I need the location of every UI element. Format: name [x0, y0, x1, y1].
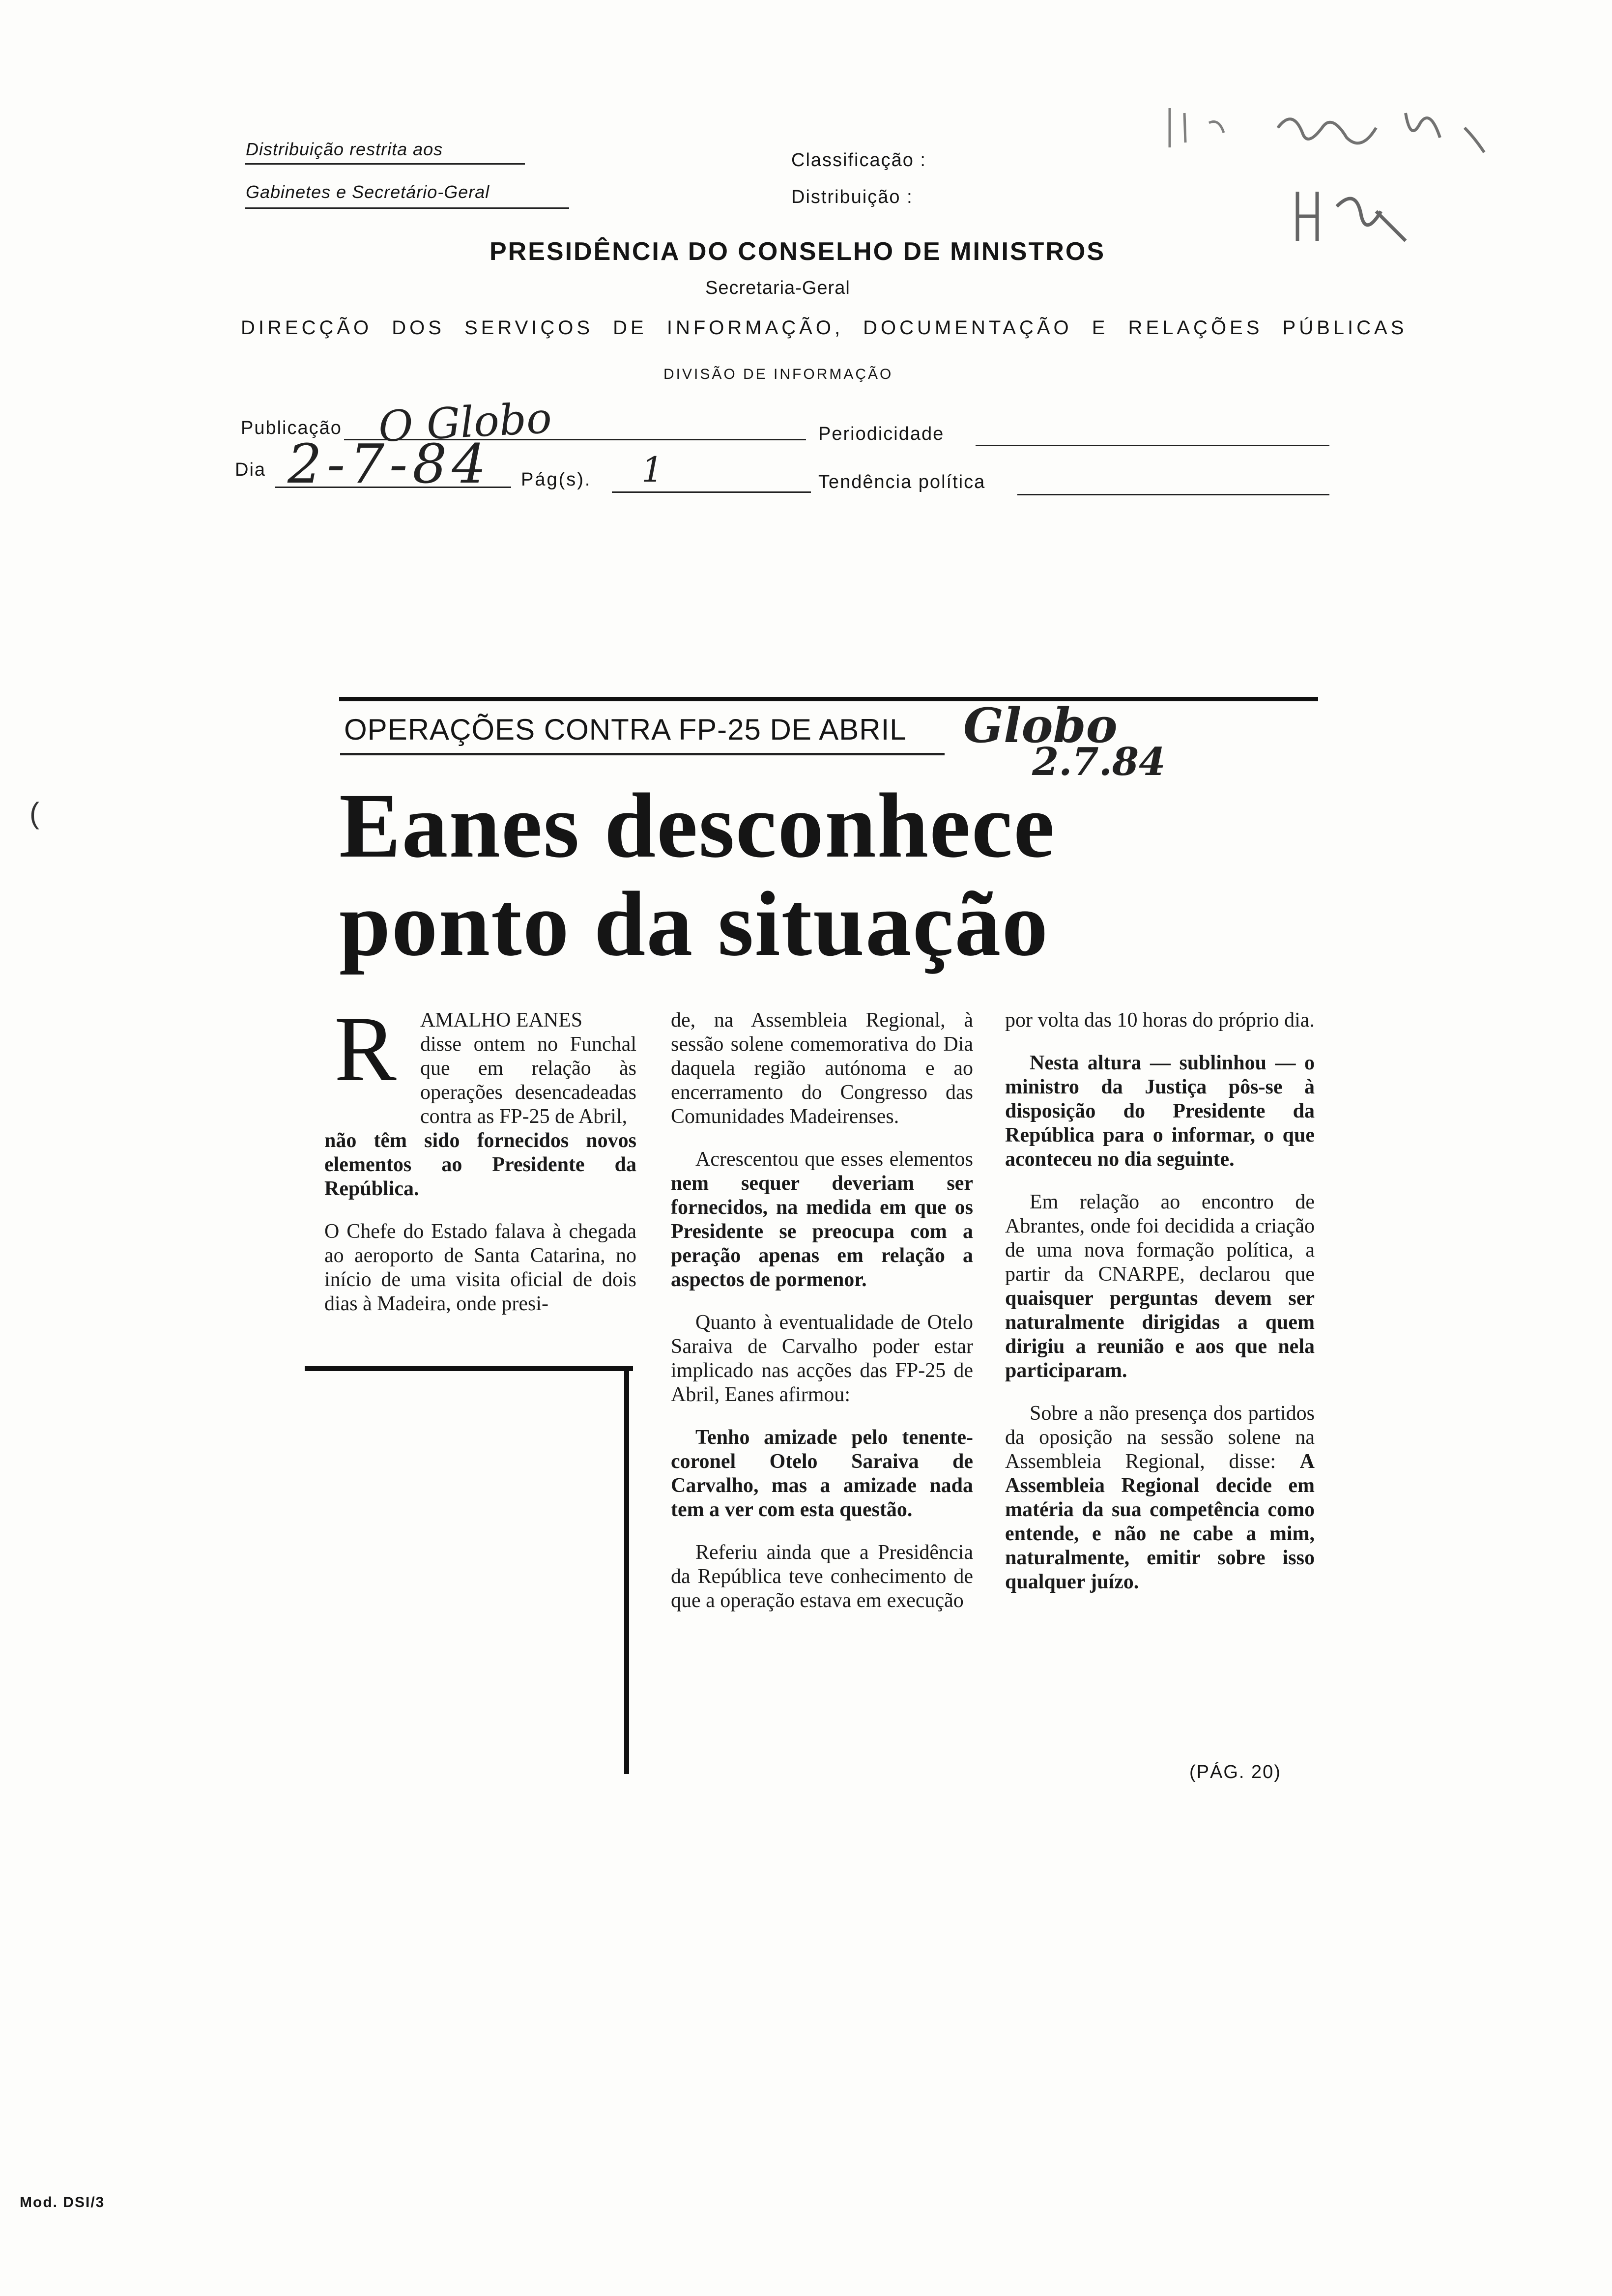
pags-handwritten-value: 1 — [641, 450, 663, 490]
divisao-informacao: DIVISÃO DE INFORMAÇÃO — [663, 366, 893, 382]
direccao-servicos: DIRECÇÃO DOS SERVIÇOS DE INFORMAÇÃO, DOCUMENTAÇÃO E RELAÇÕES PÚBLICAS — [241, 317, 1408, 339]
col3-p4-text: Sobre a não presença dos partidos da oposição na sessão solene na Assembleia Regional, disse: — [1005, 1402, 1315, 1473]
publicacao-handwritten-value: O Globo — [377, 393, 553, 452]
lead-name: AMALHO EANES — [420, 1009, 583, 1032]
secretaria-geral: Secretaria-Geral — [705, 278, 850, 298]
clipping-bottom-rule — [305, 1366, 633, 1371]
col1-p1-bold: não têm sido fornecidos novos elementos ao Presidente da República. — [324, 1129, 636, 1200]
column-3 — [1005, 1008, 1315, 1613]
col2-p2-bold: nem sequer deveriam ser fornecidos, na medida em que os Presidente se preocupa com a peração apenas em relação a aspectos de pormenor. — [671, 1172, 973, 1291]
margin-paren-mark: ( — [29, 797, 39, 830]
drop-cap: R — [334, 998, 397, 1101]
handwritten-source: Globo — [963, 698, 1118, 753]
archive-scribble-icon — [1150, 93, 1504, 251]
col3-p1: por volta das 10 horas do próprio dia. — [1005, 1009, 1315, 1032]
dia-handwritten-value: 2-7-84 — [288, 432, 491, 495]
col2-p3: Quanto à eventualidade de Otelo Saraiva de Carvalho poder estar implicado nas acções das FP-25 de Abril, Eanes afirmou: — [671, 1311, 973, 1406]
col3-p4-bold: A Assembleia Regional decide em matéria da sua competência como entende, e não ne cabe a mim, naturalmente, emitir sobre isso qualquer juízo. — [1005, 1450, 1315, 1593]
pags-label: Pág(s). — [521, 469, 592, 490]
headline-line-2: ponto da situação — [339, 872, 1049, 975]
column-1 — [324, 1008, 636, 1335]
distribution-note-line1: Distribuição restrita aos — [246, 139, 443, 159]
clipping-vertical-rule — [624, 1371, 629, 1774]
col3-p3-text: Em relação ao encontro de Abrantes, onde foi decidida a criação de uma nova formação política, a partir da CNARPE, declarou que — [1005, 1191, 1315, 1286]
form-model-code: Mod. DSI/3 — [20, 2194, 105, 2210]
col1-p2: O Chefe do Estado falava à chegada ao aeroporto de Santa Catarina, no início de uma visita oficial de dois dias à Madeira, onde presi- — [324, 1220, 636, 1315]
page-reference: (PÁG. 20) — [1189, 1762, 1281, 1782]
archive-handwriting — [1150, 93, 1504, 260]
periodicidade-label: Periodicidade — [818, 424, 945, 444]
col2-p1: de, na Assembleia Regional, à sessão solene comemorativa do Dia daquela região autónoma e ao encerramento do Congresso das Comunidades Madeirenses. — [671, 1009, 973, 1128]
publicacao-label: Publicação — [241, 418, 342, 438]
clipping-top-rule — [339, 697, 1318, 701]
distribuicao-label: Distribuição : — [791, 187, 913, 207]
distribution-note-line2: Gabinetes e Secretário-Geral — [246, 182, 490, 202]
periodicidade-line — [976, 445, 1329, 446]
col1-p1-text: disse ontem no Funchal que em relação às operações desencadeadas contra as FP-25 de Abril, — [420, 1033, 636, 1128]
col2-p4-bold: Tenho amizade pelo tenente-coronel Otelo Saraiva de Carvalho, mas a amizade nada tem a ver com esta questão. — [671, 1426, 973, 1521]
classificacao-label: Classificação : — [791, 150, 926, 171]
col2-p5: Referiu ainda que a Presidência da República teve conhecimento de que a operação estava em execução — [671, 1541, 973, 1612]
tendencia-line — [1017, 494, 1329, 495]
organization-title: PRESIDÊNCIA DO CONSELHO DE MINISTROS — [489, 237, 1106, 266]
col2-p2-text: Acrescentou que esses elementos — [695, 1148, 973, 1171]
kicker-underline — [340, 753, 945, 755]
tendencia-label: Tendência política — [818, 472, 986, 492]
headline-line-1: Eanes desconhece — [339, 774, 1056, 877]
handwritten-date: 2.7.84 — [1032, 740, 1166, 784]
col3-p2-bold: Nesta altura — sublinhou — o ministro da Justiça pôs-se à disposição do Presidente da República para o informar, o que aconteceu no dia seguinte. — [1005, 1052, 1315, 1171]
column-2 — [671, 1008, 973, 1632]
dia-label: Dia — [235, 459, 266, 480]
col3-p3-bold: quaisquer perguntas devem ser naturalmente dirigidas a quem dirigiu a reunião e aos que nela participaram. — [1005, 1287, 1315, 1382]
distribution-underline-2 — [245, 207, 569, 209]
pags-line — [612, 491, 811, 493]
distribution-underline-1 — [245, 163, 525, 165]
article-kicker: OPERAÇÕES CONTRA FP-25 DE ABRIL — [344, 713, 907, 746]
